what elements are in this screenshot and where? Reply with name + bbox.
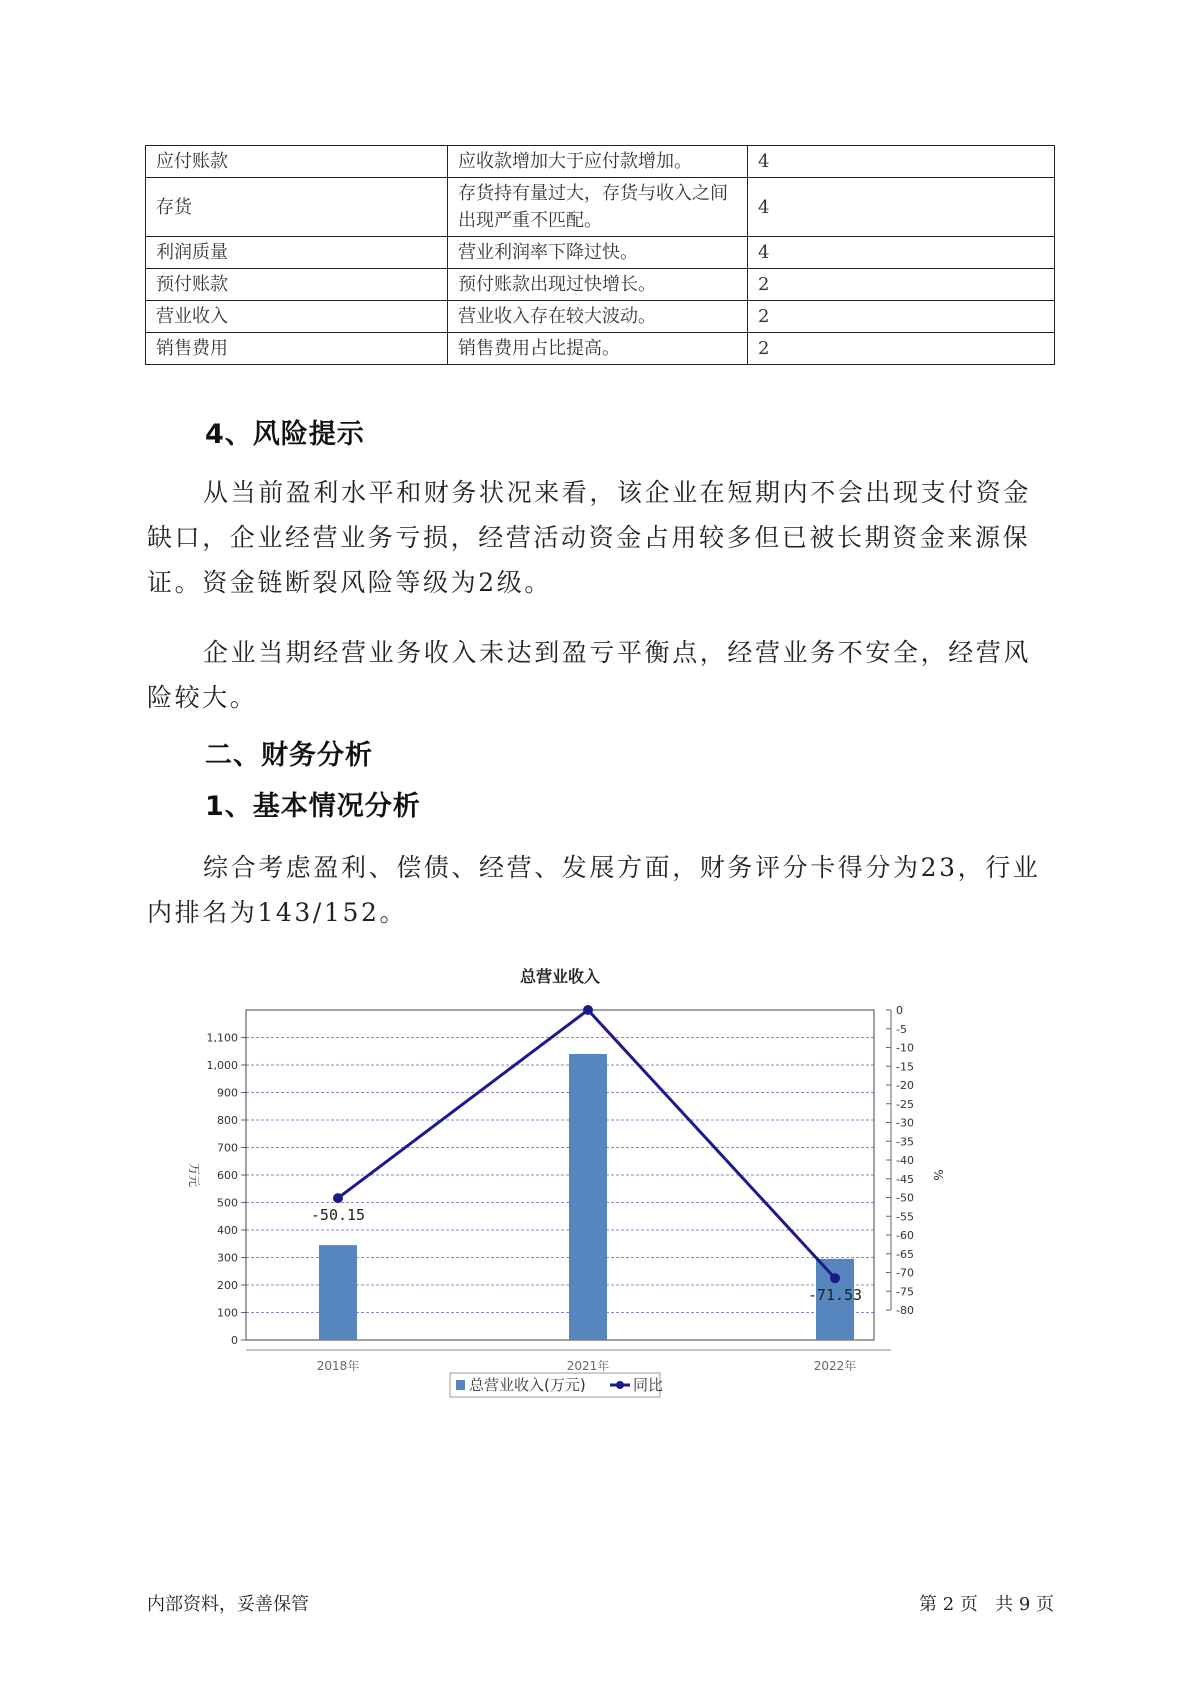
legend-line-label: 同比: [633, 1376, 664, 1394]
x-tick-label: 2018年: [316, 1359, 360, 1373]
x-tick-label: 2022年: [813, 1359, 857, 1373]
risk-score-cell: 2: [748, 301, 1055, 333]
y-tick-label: 300: [217, 1251, 238, 1265]
risk-table-row: [146, 237, 1055, 269]
legend-bar-label: 总营业收入(万元): [469, 1376, 586, 1394]
risk-table-row: [146, 269, 1055, 301]
section-heading-risk: 4、风险提示: [205, 419, 365, 450]
risk-item-cell: 销售费用: [146, 333, 448, 365]
risk-description-cell: 预付账款出现过快增长。: [448, 269, 748, 301]
risk-score-cell: 4: [748, 178, 1055, 237]
revenue-chart: [170, 955, 1030, 1420]
risk-paragraph-1: 从当前盈利水平和财务状况来看，该企业在短期内不会出现支付资金缺口，企业经营业务亏损，经营活动资金占用较多但已被长期资金来源保证。资金链断裂风险等级为2级。: [147, 478, 1032, 597]
risk-table-row: [146, 146, 1055, 178]
y2-tick-label: -5: [896, 1022, 907, 1036]
risk-table-row: [146, 301, 1055, 333]
y-tick-label: 600: [217, 1169, 238, 1182]
y2-tick-label: -35: [896, 1135, 914, 1149]
y-tick-label: 200: [217, 1279, 238, 1292]
y-axis-title: 万元: [187, 1162, 201, 1188]
risk-description-cell: 存货持有量过大，存货与收入之间出现严重不匹配。: [448, 178, 748, 237]
yoy-data-label: -50.15: [310, 1206, 366, 1225]
risk-score-cell: 4: [748, 237, 1055, 269]
y-tick-label: 1,000: [206, 1059, 238, 1072]
section-heading-finance: 二、财务分析: [205, 740, 373, 771]
y2-tick-label: -50: [896, 1191, 914, 1205]
y2-tick-label: 0: [896, 1004, 903, 1017]
risk-score-cell: 2: [748, 333, 1055, 365]
yoy-point: [333, 1193, 343, 1203]
y2-tick-label: -25: [896, 1097, 914, 1111]
yoy-point: [583, 1005, 593, 1015]
y-tick-label: 100: [217, 1306, 238, 1320]
y2-tick-label: -80: [896, 1304, 914, 1317]
basic-analysis-paragraph: 综合考虑盈利、偿债、经营、发展方面，财务评分卡得分为23，行业内排名为143/152。: [147, 853, 1041, 927]
risk-description-cell: 营业利润率下降过快。: [448, 237, 748, 269]
y2-axis-title: %: [931, 1169, 945, 1181]
revenue-bar: [569, 1054, 607, 1340]
legend-bar-swatch: [456, 1380, 465, 1390]
y2-tick-label: -55: [896, 1210, 914, 1224]
y2-tick-label: -65: [896, 1247, 914, 1261]
risk-item-cell: 预付账款: [146, 269, 448, 301]
risk-item-cell: 应付账款: [146, 146, 448, 178]
y2-tick-label: -60: [896, 1229, 914, 1242]
footer-page-number: 第 2 页 共 9 页: [919, 1594, 1054, 1615]
y2-tick-label: -75: [896, 1285, 914, 1299]
y-tick-label: 500: [217, 1196, 238, 1210]
risk-item-cell: 营业收入: [146, 301, 448, 333]
risk-table-row: [146, 178, 1055, 237]
y2-tick-label: -30: [896, 1116, 914, 1130]
risk-score-cell: 2: [748, 269, 1055, 301]
risk-description-cell: 销售费用占比提高。: [448, 333, 748, 365]
y2-tick-label: -70: [896, 1266, 914, 1280]
y2-tick-label: -20: [896, 1079, 914, 1092]
revenue-bar: [319, 1245, 357, 1340]
risk-description-cell: 应收款增加大于应付款增加。: [448, 146, 748, 178]
x-tick-label: 2021年: [566, 1359, 610, 1373]
legend-line-marker: [616, 1381, 624, 1389]
y-tick-label: 800: [217, 1114, 238, 1127]
chart-title: 总营业收入: [519, 967, 601, 986]
y-tick-label: 0: [231, 1334, 238, 1347]
risk-table-row: [146, 333, 1055, 365]
risk-paragraph-2: 企业当期经营业务收入未达到盈亏平衡点，经营业务不安全，经营风险较大。: [147, 638, 1032, 712]
risk-table: [145, 145, 1055, 365]
y-tick-label: 900: [217, 1086, 238, 1100]
y2-tick-label: -40: [896, 1154, 914, 1167]
footer-confidential: 内部资料，妥善保管: [147, 1594, 309, 1615]
y2-tick-label: -10: [896, 1041, 914, 1055]
yoy-point: [830, 1273, 840, 1283]
risk-description-cell: 营业收入存在较大波动。: [448, 301, 748, 333]
y2-tick-label: -15: [896, 1060, 914, 1074]
yoy-data-label: -71.53: [807, 1286, 863, 1305]
y-tick-label: 1,100: [206, 1031, 238, 1045]
risk-score-cell: 4: [748, 146, 1055, 178]
risk-item-cell: 利润质量: [146, 237, 448, 269]
y-tick-label: 700: [217, 1141, 238, 1155]
y2-tick-label: -45: [896, 1172, 914, 1186]
section-heading-basic: 1、基本情况分析: [205, 791, 421, 822]
y-tick-label: 400: [217, 1224, 238, 1237]
risk-item-cell: 存货: [146, 178, 448, 237]
